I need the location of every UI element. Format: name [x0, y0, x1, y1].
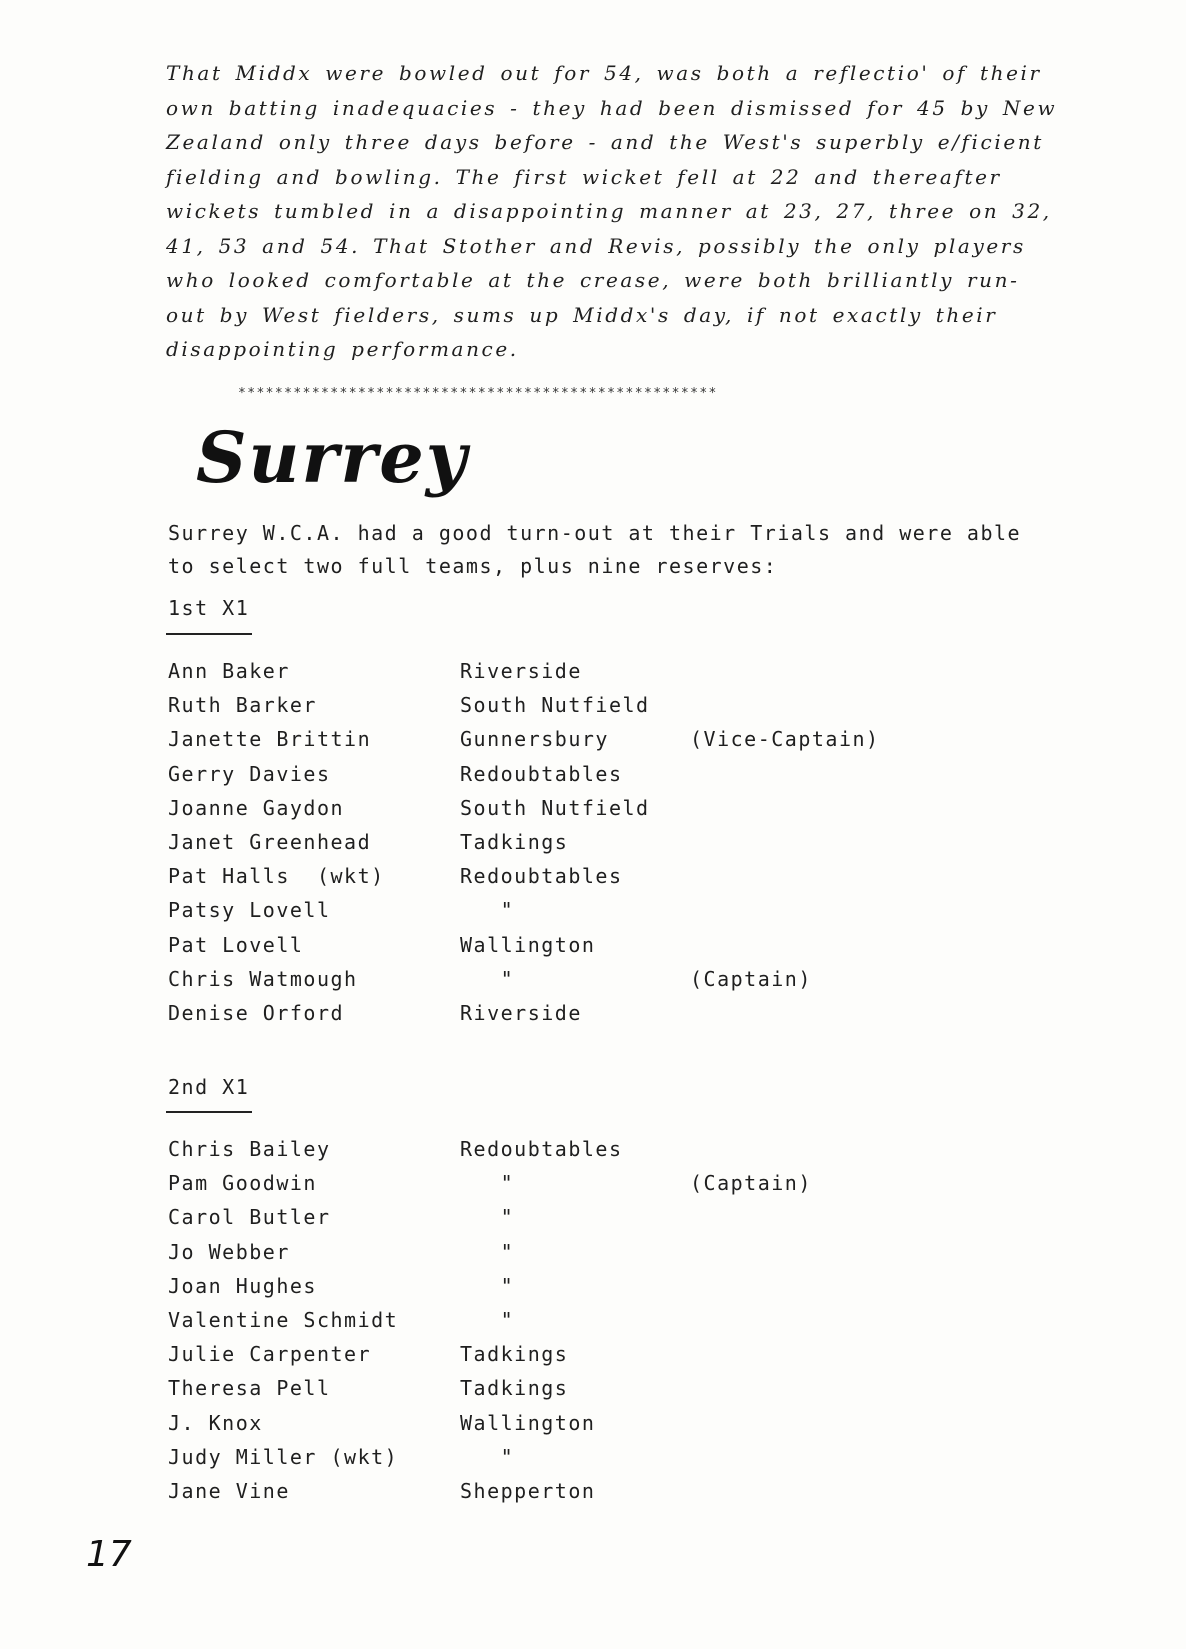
player-club: " — [460, 966, 515, 991]
intro-line: Zealand only three days before - and the West's superbly e/ficient — [166, 130, 1044, 154]
player-name: Theresa Pell — [168, 1376, 331, 1401]
intro-line: fielding and bowling. The first wicket fell at 22 and thereafter — [166, 164, 1002, 189]
surrey-intro-paragraph — [168, 517, 1021, 583]
player-name: Patsy Lovell — [168, 898, 331, 923]
player-name: Judy Miller (wkt) — [168, 1444, 399, 1469]
intro-line: wickets tumbled in a disappointing manner at 23, 27, three on 32, — [166, 199, 1052, 223]
player-club: Shepperton — [460, 1478, 596, 1503]
player-club: " — [460, 1444, 515, 1469]
player-club: " — [460, 1307, 515, 1332]
player-name: Pam Goodwin — [168, 1171, 317, 1196]
paragraph-line: Surrey W.C.A. had a good turn-out at their Trials and were able — [168, 521, 1022, 545]
player-club: Tadkings — [460, 829, 569, 854]
paragraph-line: to select two full teams, plus nine reserves: — [168, 554, 778, 578]
intro-line: That Middx were bowled out for 54, was both a reflectio' of their — [166, 61, 1042, 85]
player-club: Tadkings — [460, 1342, 569, 1367]
player-club: Wallington — [460, 1410, 596, 1435]
player-name: Ruth Barker — [168, 693, 317, 718]
section-heading: Surrey — [196, 416, 469, 499]
player-name: Joanne Gaydon — [168, 795, 345, 820]
player-club: Gunnersbury — [460, 727, 609, 752]
player-club: " — [460, 1273, 515, 1298]
player-name: Jo Webber — [168, 1239, 290, 1264]
player-name: Denise Orford — [168, 1000, 345, 1025]
player-club: South Nutfield — [460, 795, 650, 820]
player-name: Julie Carpenter — [168, 1342, 372, 1367]
player-club: Riverside — [460, 659, 582, 683]
intro-line: out by West fielders, sums up Middx's day, if not exactly their — [166, 302, 998, 327]
player-note: (Captain) — [690, 1171, 812, 1196]
intro-line: own batting inadequacies - they had been dismissed for 45 by New — [166, 95, 1058, 120]
player-club: Tadkings — [460, 1376, 569, 1401]
player-club: " — [460, 1205, 515, 1230]
player-club: South Nutfield — [460, 693, 650, 718]
player-name: Ann Baker — [168, 659, 290, 683]
player-name: Valentine Schmidt — [168, 1307, 399, 1332]
asterisk-divider: **************************************************** — [238, 386, 718, 401]
player-name: Pat Lovell — [168, 932, 304, 957]
player-name: Jane Vine — [168, 1478, 290, 1503]
page-number: 17 — [86, 1534, 132, 1575]
intro-line: 41, 53 and 54. That Stother and Revis, possibly the only players — [166, 233, 1026, 258]
player-name: Chris Bailey — [168, 1137, 331, 1161]
second-team-underline — [166, 1111, 252, 1113]
player-club: " — [460, 1239, 515, 1264]
player-note: (Vice-Captain) — [690, 727, 880, 752]
player-club: Riverside — [460, 1000, 582, 1025]
intro-line: who looked comfortable at the crease, were both brilliantly run- — [166, 268, 1020, 292]
player-name: Chris Watmough — [168, 966, 358, 991]
player-name: Joan Hughes — [168, 1273, 317, 1298]
player-note: (Captain) — [690, 966, 812, 991]
player-name: J. Knox — [168, 1410, 263, 1435]
player-name: Janet Greenhead — [168, 829, 372, 854]
player-club: Wallington — [460, 932, 596, 957]
intro-line: disappointing performance. — [166, 337, 519, 361]
player-name: Carol Butler — [168, 1205, 331, 1230]
player-club: " — [460, 1171, 515, 1196]
player-name: Janette Brittin — [168, 727, 372, 752]
first-team-title: 1st X1 — [168, 596, 250, 620]
second-team-title: 2nd X1 — [168, 1075, 250, 1099]
player-name: Gerry Davies — [168, 761, 331, 786]
player-club: Redoubtables — [460, 761, 623, 786]
player-club: Redoubtables — [460, 1137, 623, 1161]
intro-paragraph — [166, 56, 1126, 367]
player-club: Redoubtables — [460, 864, 623, 889]
player-name: Pat Halls (wkt) — [168, 864, 385, 889]
player-club: " — [460, 898, 515, 923]
first-team-underline — [166, 633, 252, 635]
